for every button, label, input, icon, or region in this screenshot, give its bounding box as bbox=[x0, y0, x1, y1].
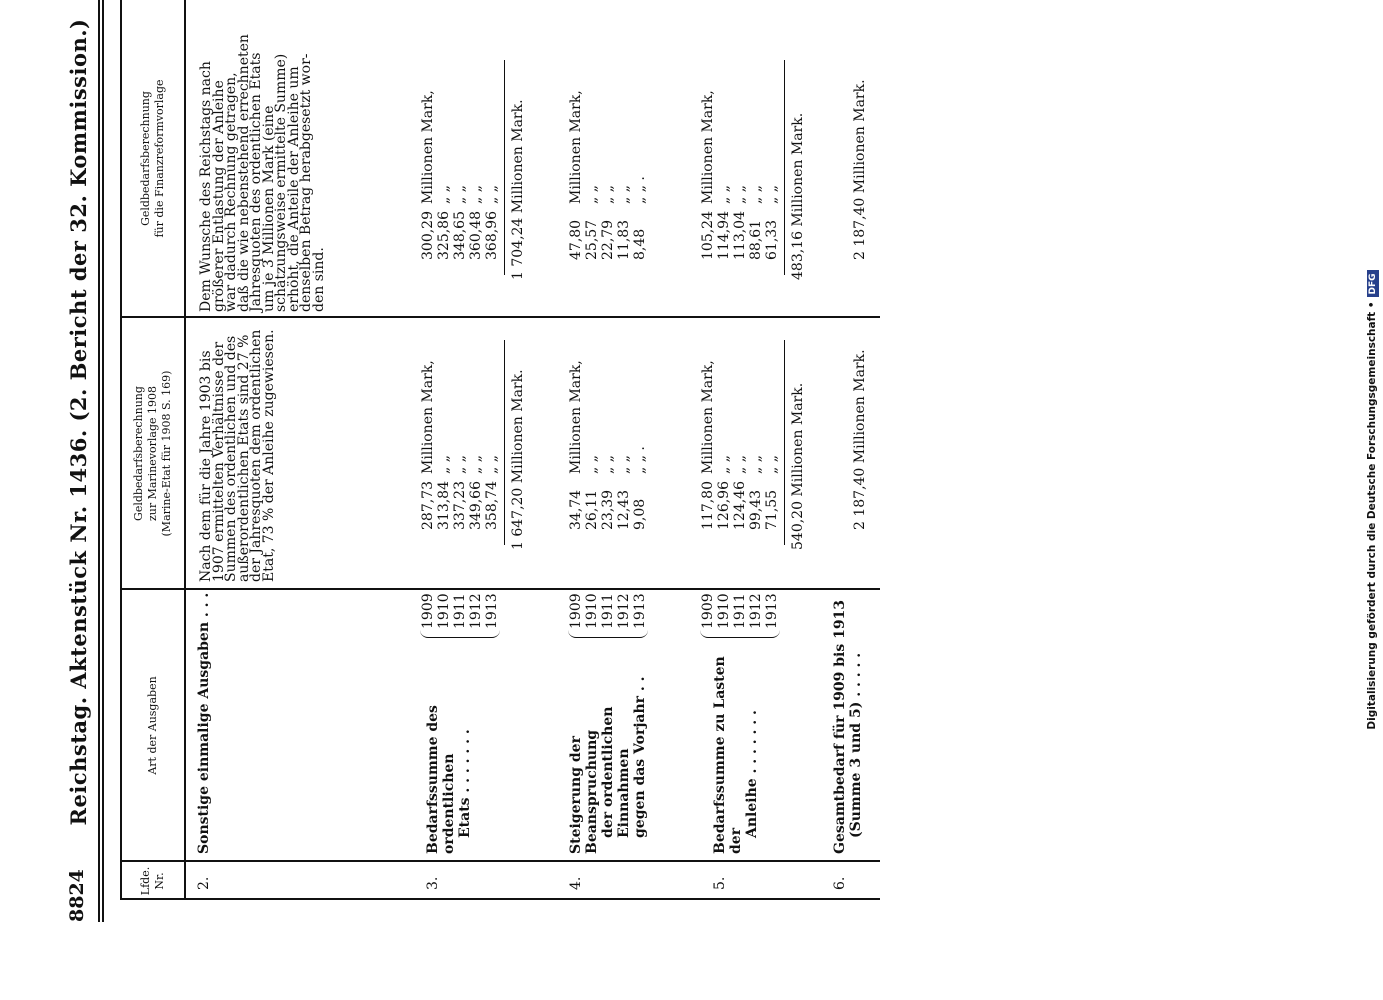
row4-title-line: gegen das Vorjahr . . bbox=[632, 676, 648, 838]
header-finanz bbox=[124, 0, 182, 317]
unit: „ „ bbox=[616, 455, 632, 474]
year-label: 1913 bbox=[484, 593, 500, 629]
unit: „ „ . bbox=[632, 446, 648, 474]
header-art-text: Art der Ausgaben bbox=[146, 676, 159, 775]
unit: „ „ bbox=[600, 455, 616, 474]
row2-title: Sonstige einmalige Ausgaben . . . bbox=[196, 592, 212, 854]
header-art bbox=[124, 590, 182, 861]
unit: Millionen Mark, bbox=[700, 360, 716, 474]
year-label: 1913 bbox=[764, 593, 780, 629]
unit: Millionen Mark, bbox=[420, 360, 436, 474]
row2-marine-line: Etat, 73 % der Anleihe zugewiesen. bbox=[260, 329, 277, 582]
unit: „ „ bbox=[584, 185, 600, 204]
unit: „ „ bbox=[732, 455, 748, 474]
header-bottom-rule bbox=[184, 0, 186, 900]
row2-finanz-text bbox=[200, 7, 325, 312]
year-label: 1911 bbox=[600, 593, 616, 629]
row5-finanz-sumrule bbox=[784, 60, 785, 275]
value: 337,23 bbox=[452, 481, 468, 530]
year-label: 1912 bbox=[616, 593, 632, 629]
col-sep-marine bbox=[120, 317, 880, 319]
unit: „ „ bbox=[484, 455, 500, 474]
row5-number: 5. bbox=[712, 876, 728, 890]
value: 300,29 bbox=[420, 211, 436, 260]
value: 313,84 bbox=[436, 481, 452, 530]
value: 11,83 bbox=[616, 219, 632, 260]
row2-finanz-line: denselben Betrag herabgesetzt wor- bbox=[298, 53, 314, 312]
row5-finanz-total: 483,16 Millionen Mark. bbox=[790, 112, 806, 280]
year-label: 1910 bbox=[436, 593, 452, 629]
value: 368,96 bbox=[484, 211, 500, 260]
header-nr-line2: Nr. bbox=[153, 872, 166, 890]
row5-marine-total: 540,20 Millionen Mark. bbox=[790, 382, 806, 550]
unit: Millionen Mark, bbox=[700, 90, 716, 204]
page-number: 8824 bbox=[66, 869, 88, 922]
row2-finanz-line: den sind. bbox=[310, 247, 327, 312]
row5-title bbox=[712, 639, 760, 854]
unit: „ „ bbox=[452, 455, 468, 474]
row4-title bbox=[568, 639, 648, 854]
row3-number: 3. bbox=[425, 876, 441, 890]
unit: „ „ bbox=[732, 185, 748, 204]
row6-title-line: (Summe 3 und 5) . . . . . bbox=[848, 652, 864, 838]
value: 26,11 bbox=[584, 489, 600, 530]
row6-finanz-total: 2 187,40 Millionen Mark. bbox=[852, 79, 868, 260]
unit: „ „ bbox=[452, 185, 468, 204]
table-top-rule bbox=[120, 0, 122, 900]
unit: Millionen Mark, bbox=[568, 90, 584, 204]
row5-finanz-values bbox=[700, 40, 780, 260]
year-label: 1909 bbox=[700, 593, 716, 629]
value: 348,65 bbox=[452, 211, 468, 260]
col-sep-nr bbox=[120, 861, 880, 863]
row3-finanz-sumrule bbox=[504, 60, 505, 275]
value: 23,39 bbox=[600, 489, 616, 530]
row4-title-line: der ordentlichen Einnahmen bbox=[600, 706, 632, 838]
row5-title-line: Anleihe . . . . . . . bbox=[744, 710, 760, 838]
value: 358,74 bbox=[484, 481, 500, 530]
unit: Millionen Mark, bbox=[568, 360, 584, 474]
row3-finanz-values bbox=[420, 40, 500, 260]
row4-number: 4. bbox=[568, 876, 584, 890]
row5-years bbox=[700, 593, 780, 638]
value: 47,80 bbox=[568, 219, 584, 260]
row2-finanz-line: größerer Entlastung der Anleihe bbox=[210, 80, 227, 312]
row3-finanz-total: 1 704,24 Millionen Mark. bbox=[510, 99, 526, 280]
row2-finanz-line: Dem Wunsche des Reichstags nach bbox=[198, 61, 214, 312]
unit: „ „ bbox=[584, 455, 600, 474]
header-finanz-line2: für die Finanzreformvorlage bbox=[153, 79, 166, 238]
value: 117,80 bbox=[700, 481, 716, 530]
unit: Millionen Mark, bbox=[420, 90, 436, 204]
row2-finanz-line: um je 3 Millionen Mark (eine bbox=[260, 105, 277, 312]
year-label: 1910 bbox=[716, 593, 732, 629]
unit: „ „ bbox=[468, 455, 484, 474]
header-marine bbox=[124, 318, 182, 589]
value: 12,43 bbox=[616, 489, 632, 530]
unit: „ „ bbox=[764, 185, 780, 204]
header-marine-line3: (Marine-Etat für 1908 S. 169) bbox=[160, 370, 173, 537]
row5-marine-values bbox=[700, 320, 780, 530]
row3-marine-sumrule bbox=[504, 340, 505, 545]
row6-title bbox=[832, 592, 864, 854]
value: 88,61 bbox=[748, 219, 764, 260]
header-nr-line1: Lfde. bbox=[139, 866, 152, 896]
digitization-text: Digitalisierung gefördert durch die Deutsche Forschungsgemeinschaft • bbox=[1366, 301, 1378, 730]
value: 34,74 bbox=[568, 489, 584, 530]
value: 105,24 bbox=[700, 211, 716, 260]
unit: „ „ bbox=[748, 185, 764, 204]
row2-finanz-line: war dadurch Rechnung getragen, bbox=[223, 72, 239, 312]
digitization-note bbox=[1366, 0, 1379, 1000]
row2-marine-line: der Jahresquoten dem ordentlichen bbox=[248, 329, 264, 582]
top-double-rule-2 bbox=[102, 0, 104, 922]
year-label: 1912 bbox=[748, 593, 764, 629]
unit: „ „ bbox=[748, 455, 764, 474]
header-finanz-line1: Geldbedarfsberechnung bbox=[139, 91, 152, 226]
row4-finanz-values bbox=[568, 40, 648, 260]
header-nr bbox=[124, 862, 182, 900]
row2-marine-line: außerordentlichen Etats sind 27 % bbox=[235, 334, 252, 582]
year-label: 1910 bbox=[584, 593, 600, 629]
running-title: Reichstag. Aktenstück Nr. 1436. (2. Bericht der 32. Kommission.) bbox=[66, 18, 91, 826]
row2-finanz-line: schätzungsweise ermittelte Summe) bbox=[273, 53, 289, 312]
unit: „ „ bbox=[616, 185, 632, 204]
dfg-logo: DFG bbox=[1367, 270, 1379, 297]
row3-title bbox=[425, 639, 473, 854]
row2-finanz-line: erhöht, die Anteile der Anleihe um bbox=[285, 66, 302, 312]
unit: „ „ bbox=[468, 185, 484, 204]
value: 360,48 bbox=[468, 211, 484, 260]
value: 113,04 bbox=[732, 211, 748, 260]
value: 99,43 bbox=[748, 489, 764, 530]
row2-number: 2. bbox=[196, 876, 212, 890]
unit: „ „ bbox=[484, 185, 500, 204]
row6-number: 6. bbox=[832, 876, 848, 890]
year-label: 1911 bbox=[732, 593, 748, 629]
row2-marine-line: Nach dem für die Jahre 1903 bis bbox=[198, 350, 214, 582]
col-sep-left bbox=[120, 899, 880, 901]
value: 25,57 bbox=[584, 219, 600, 260]
row5-title-line: Bedarfssumme zu Lasten der bbox=[712, 656, 744, 854]
unit: „ „ bbox=[716, 455, 732, 474]
top-double-rule-1 bbox=[98, 0, 100, 922]
value: 8,48 bbox=[632, 228, 648, 260]
row3-marine-values bbox=[420, 320, 500, 530]
value: 126,96 bbox=[716, 481, 732, 530]
value: 71,55 bbox=[764, 489, 780, 530]
unit: „ „ bbox=[436, 455, 452, 474]
year-label: 1909 bbox=[420, 593, 436, 629]
value: 61,33 bbox=[764, 219, 780, 260]
year-label: 1912 bbox=[468, 593, 484, 629]
row3-marine-total: 1 647,20 Millionen Mark. bbox=[510, 369, 526, 550]
header-marine-line2: zur Marinevorlage 1908 bbox=[146, 385, 159, 522]
value: 124,46 bbox=[732, 481, 748, 530]
row5-marine-sumrule bbox=[784, 340, 785, 545]
unit: „ „ . bbox=[632, 176, 648, 204]
row4-years bbox=[568, 593, 648, 638]
value: 9,08 bbox=[632, 498, 648, 530]
row3-years bbox=[420, 593, 500, 638]
row6-title-line: Gesamtbedarf für 1909 bis 1913 bbox=[832, 599, 848, 854]
value: 22,79 bbox=[600, 219, 616, 260]
row3-title-line: Etats . . . . . . . bbox=[457, 729, 473, 838]
row2-marine-line: 1907 ermittelten Verhältnisse der bbox=[210, 341, 227, 582]
row6-marine-total: 2 187,40 Millionen Mark. bbox=[852, 349, 868, 530]
running-head bbox=[66, 0, 96, 1000]
row4-marine-values bbox=[568, 320, 648, 530]
year-label: 1909 bbox=[568, 593, 584, 629]
value: 349,66 bbox=[468, 481, 484, 530]
col-sep-art bbox=[120, 589, 880, 591]
unit: „ „ bbox=[764, 455, 780, 474]
year-label: 1911 bbox=[452, 593, 468, 629]
row2-finanz-line: daß die wie nebenstehend errechneten bbox=[235, 34, 252, 312]
header-marine-line1: Geldbedarfsberechnung bbox=[132, 386, 145, 521]
value: 114,94 bbox=[716, 211, 732, 260]
row2-finanz-line: Jahresquoten des ordentlichen Etats bbox=[248, 52, 264, 312]
row2-marine-text bbox=[200, 320, 275, 582]
unit: „ „ bbox=[716, 185, 732, 204]
value: 287,73 bbox=[420, 481, 436, 530]
row3-title-line: Bedarfssumme des ordentlichen bbox=[425, 705, 457, 854]
row4-title-line: Steigerung der Beanspruchung bbox=[568, 729, 600, 854]
unit: „ „ bbox=[436, 185, 452, 204]
value: 325,86 bbox=[436, 211, 452, 260]
row2-marine-line: Summen des ordentlichen und des bbox=[223, 335, 239, 582]
year-label: 1913 bbox=[632, 593, 648, 629]
unit: „ „ bbox=[600, 185, 616, 204]
